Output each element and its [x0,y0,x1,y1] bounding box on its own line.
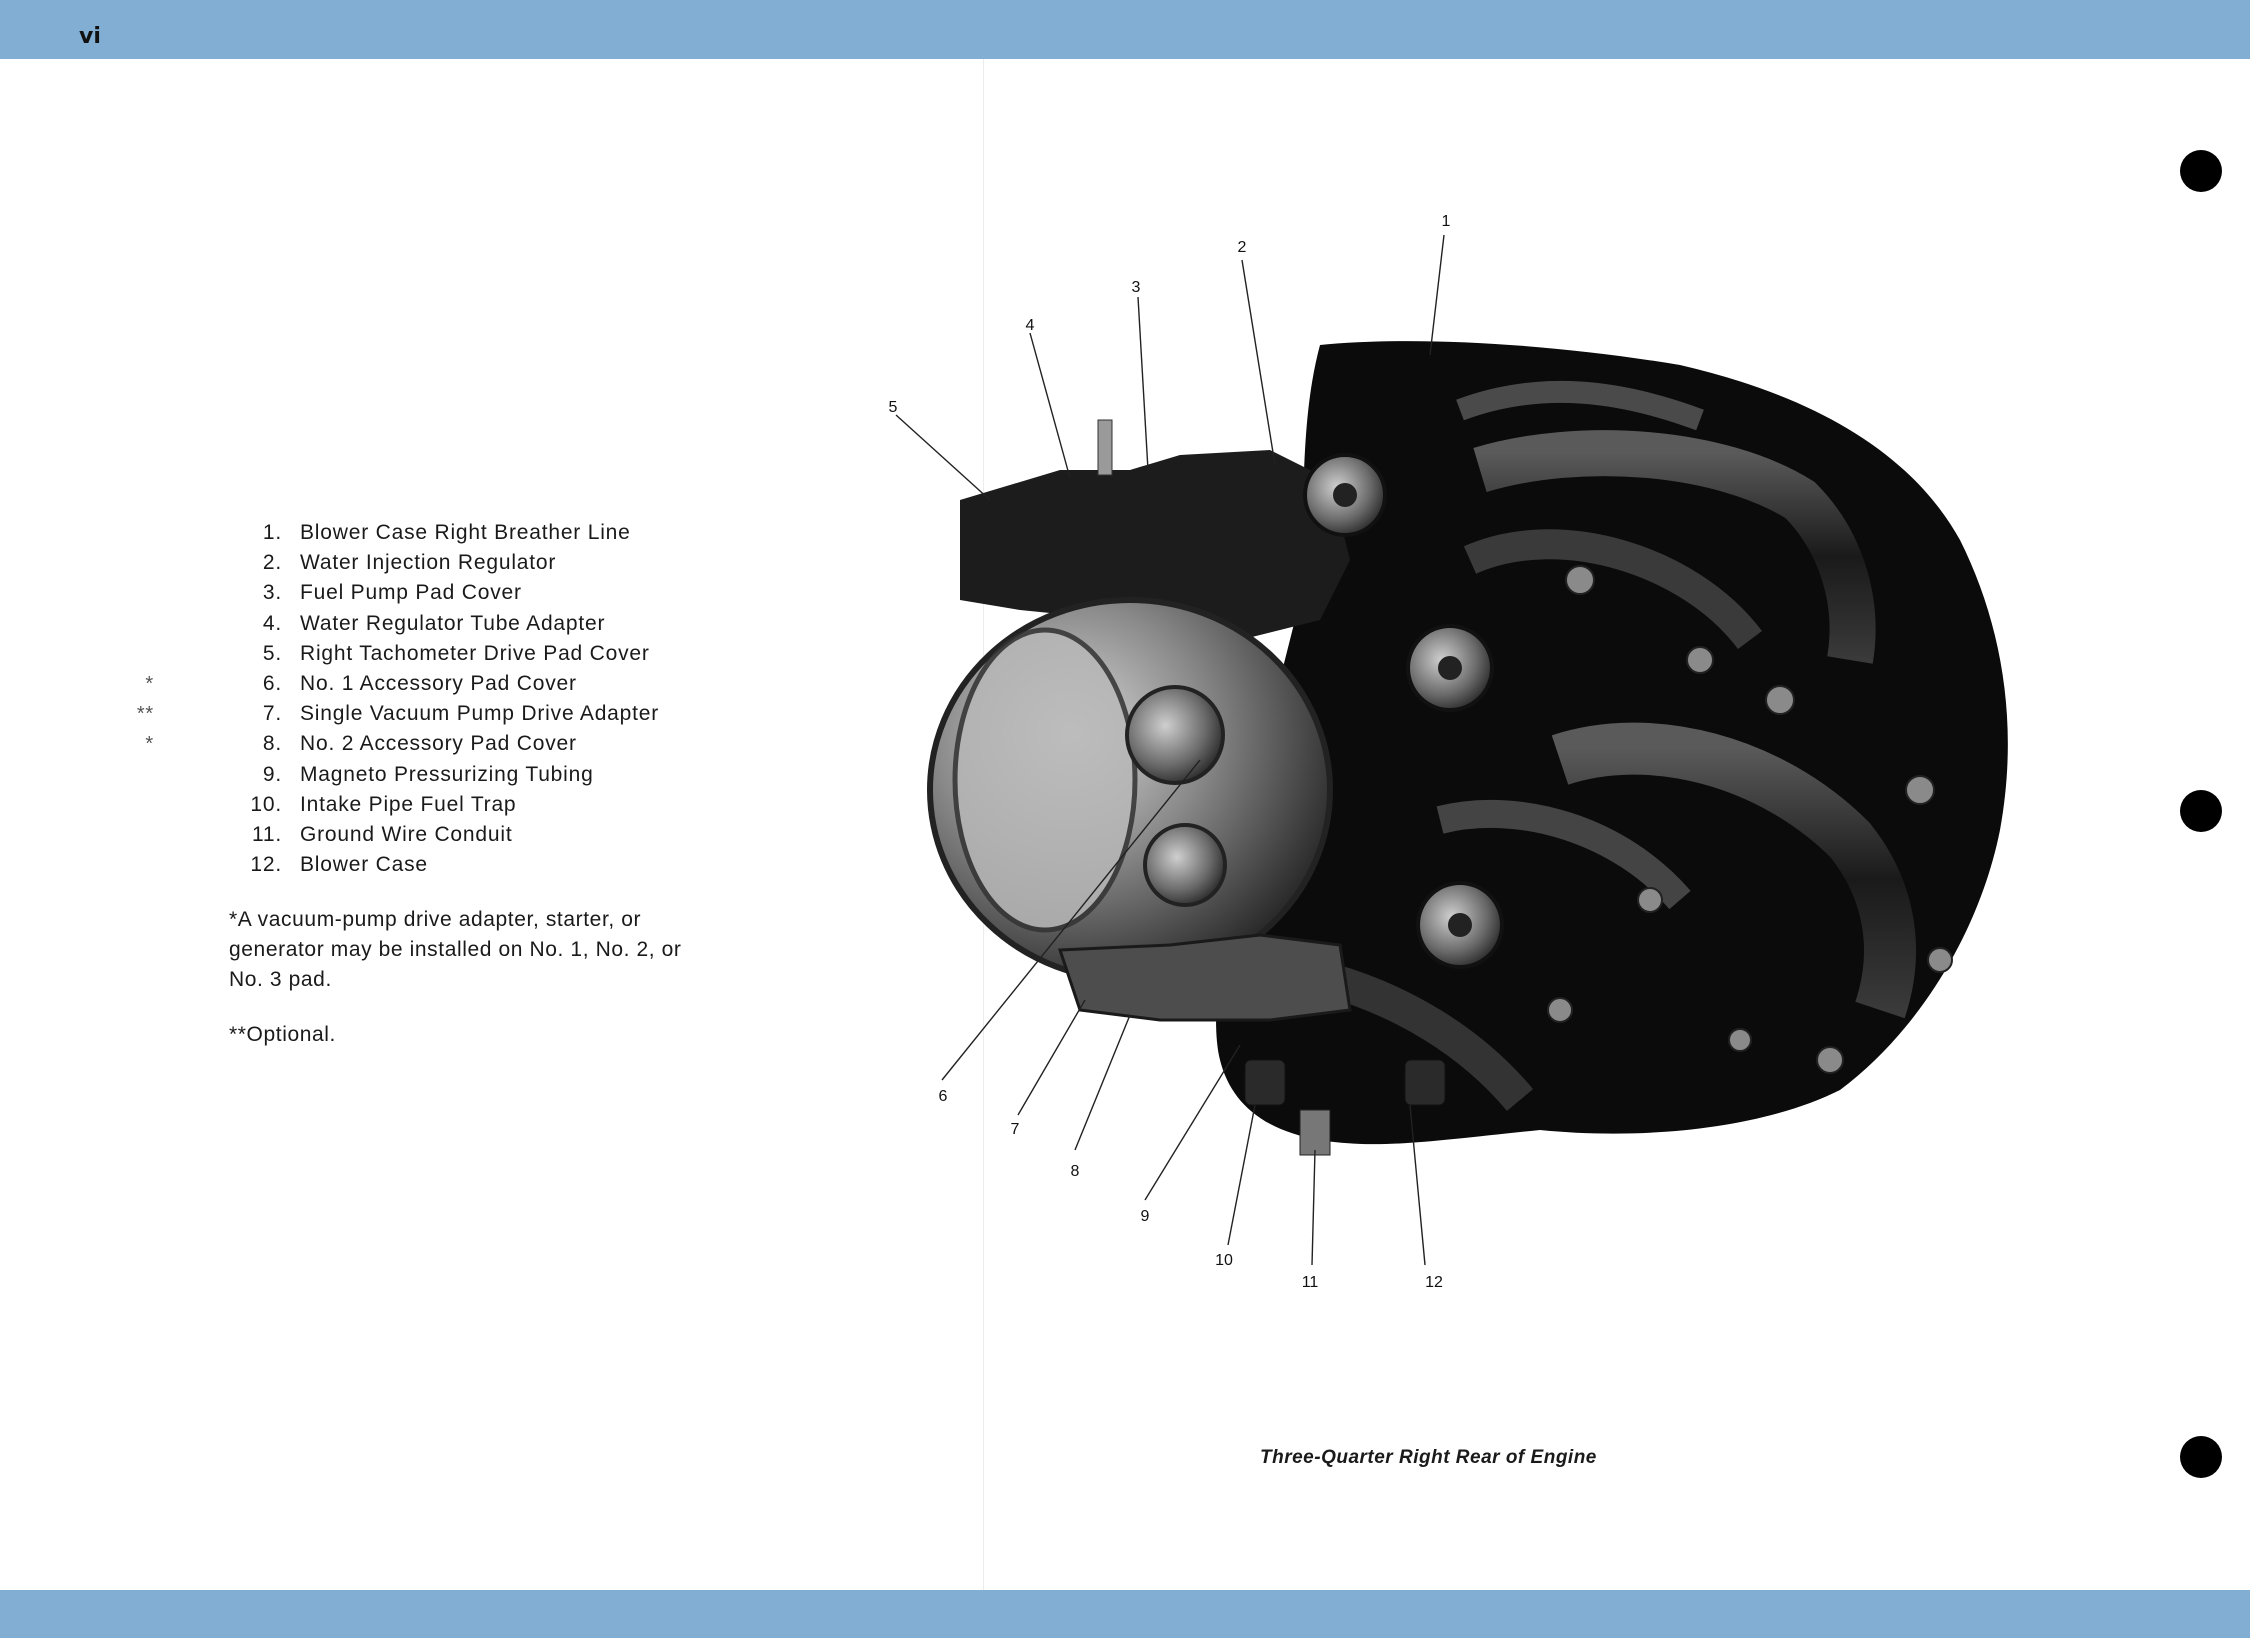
breather-fitting [1098,420,1112,475]
callout-10: 10 [1215,1252,1233,1269]
fuel-trap [1405,1060,1445,1105]
callout-8: 8 [1070,1163,1080,1180]
page-number: vi [79,24,101,49]
accessory-pad [1127,687,1223,783]
callout-3: 3 [1131,279,1141,296]
callout-12: 12 [1425,1274,1443,1291]
callout-5: 5 [888,399,898,416]
footnote-optional: **Optional. [229,1023,336,1046]
callout-2: 2 [1237,239,1247,256]
ground-conduit-bracket [1300,1110,1330,1155]
accessory-housing-cover [955,630,1135,930]
callout-9: 9 [1140,1208,1150,1225]
callout-1: 1 [1441,213,1451,230]
lower-housing [1060,935,1350,1020]
footnote-pad-options: *A vacuum-pump drive adapter, starter, or generator may be installed on No. 1, No. 2, or No. 3 pad. [229,908,682,991]
fuel-trap [1245,1060,1285,1105]
callout-7: 7 [1010,1121,1020,1138]
figure-caption: Three-Quarter Right Rear of Engine [1260,1447,1597,1468]
accessory-pad [1145,825,1225,905]
callout-4: 4 [1025,317,1035,334]
callout-11: 11 [1301,1274,1319,1291]
callout-6: 6 [938,1088,948,1105]
